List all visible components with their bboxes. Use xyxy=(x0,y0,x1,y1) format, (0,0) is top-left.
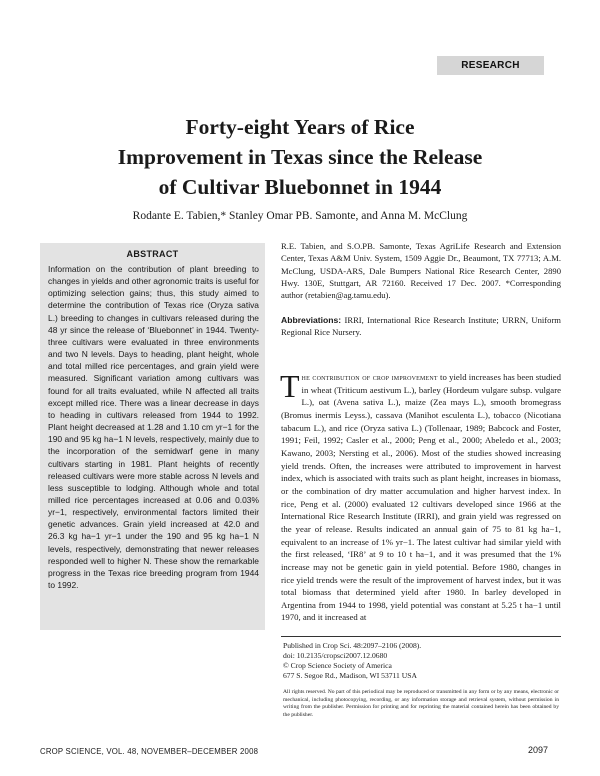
divider xyxy=(281,636,561,637)
abstract-box xyxy=(40,243,265,630)
address-line: 677 S. Segoe Rd., Madison, WI 53711 USA xyxy=(283,670,417,680)
page-number: 2097 xyxy=(528,745,549,755)
copyright-line: © Crop Science Society of America xyxy=(283,660,392,670)
intro-body: to yield increases has been studied in wheat (Triticum aestivum L.), barley (Hordeum vulgare subsp. vulgare L.), oat (Avena sativa L.), maize (Zea mays L.), smooth bromegrass (Bromus inermis Leyss.), cassava (Manihot esculenta L.), tobacco (Nicotiana tabacum L.), and rice (Oryza sativa L.) (Tollenaar, 1989; Babcock and Foster, 1991; Feil, 1992; Casler et al., 2000; Peng et al., 2000; Abeledo et al., 2003; Kawano, 2003; Nersting et al., 2006). Most of the studies showed increasing yield trends. Often, the increases were attributed to improvement in harvest index, which is associated with traits such as plant height, increases in biomass, or the combination of dry matter accumulation and higher harvest index. In rice, Peng et al. (2000) evaluated 12 cultivars developed since 1966 at the International Rice Research Institute (IRRI), and grain yield was regressed on the year of release. Results indicated an annual gain of 75 to 81 kg ha−1, equivalent to an increase of 1% yr−1. The latest cultivar had similar yield with the first released, ‘IR8’ at 9 to 10 t ha−1, and it was presumed that the 1% increase may not be genetic gain in yield potential. Before 1980, changes in rice yield trends were the result of the improvement of harvest index, but it was total biomass that determined yield after 1980. In barley developed in Argentina from 1944 to 1998, yield potential was constant at 5.25 t ha−1 until 1970, and it increased at xyxy=(281,372,562,623)
doi-line: doi: 10.2135/cropsci2007.12.0680 xyxy=(283,650,388,660)
publication-info xyxy=(283,641,553,681)
article-title xyxy=(40,112,560,202)
introduction-text xyxy=(280,368,562,624)
drop-cap: T xyxy=(280,368,300,404)
abbreviations xyxy=(281,314,561,339)
title-line: of Cultivar Bluebonnet in 1944 xyxy=(158,175,442,199)
footer-journal-info: CROP SCIENCE, VOL. 48, NOVEMBER–DECEMBER 2008 xyxy=(40,747,259,756)
abstract-text: Information on the contribution of plant breeding to changes in yields and other agronomic traits is useful for optimizing selection gains; thus, this study aimed to determine the contribution of Texas rice (Oryza sativa L.) breeding to changes in cultivars released during the 48 yr since the release of ‘Bluebonnet’ in 1944. Twenty-three cultivars were evaluated in three environments and two N levels. Days to heading, plant height, whole and total milled rice percentages, and grain yield were measured. Significant variation among cultivars was found for all traits evaluated, while N affected all traits except milled rice. There was a linear decrease in days to heading in cultivars released from 1944 to 1992. Plant height decreased at 1.28 and 1.10 cm yr−1 for the 190 and 95 kg ha−1 N levels, respectively, mainly due to the incorporation of the semidwarf gene in many cultivars starting in 1981. Plant heights of recently released cultivars were more stable across N levels and less susceptible to lodging. Although whole and total milled rice percentages increased at 0.06 and 0.03% yr−1, respectively, environmental factors limited their genetic advances. Grain yield increased at 42.0 and 26.3 kg ha−1 yr−1 under the 190 and 95 kg ha−1 N levels, respectively, demonstrating that newer releases responded well to higher N. These show the remarkable progress in the Texas rice breeding program from 1944 to 1992. xyxy=(48,264,259,591)
rights-notice: All rights reserved. No part of this periodical may be reproduced or transmitted in any form or by any means, electronic or mechanical, including photocopying, recording, or any information storage and retrieval system, without permission in writing from the publisher. Permission for printing and for reprinting the material contained herein has been obtained by the publisher. xyxy=(283,689,559,719)
author-affiliation: R.E. Tabien, and S.O.PB. Samonte, Texas AgriLife Research and Extension Center, Texas A&M Univ. System, 1509 Aggie Dr., Beaumont, TX 77713; A.M. McClung, USDA-ARS, Dale Bumpers National Rice Research Center, 2890 Hwy. 130E, Stuttgart, AR 72160. Received 17 Dec. 2007. *Corresponding author (retabien@ag.tamu.edu). xyxy=(281,241,561,301)
title-line: Improvement in Texas since the Release xyxy=(117,145,483,169)
citation-line: Published in Crop Sci. 48:2097–2106 (2008). xyxy=(283,641,422,650)
intro-lead-in: he contribution of crop improvement xyxy=(301,372,438,382)
section-label: RESEARCH xyxy=(437,56,544,75)
abbreviations-label: Abbreviations: xyxy=(281,315,342,325)
abstract-heading: ABSTRACT xyxy=(126,249,179,259)
title-line: Forty-eight Years of Rice xyxy=(185,115,415,139)
author-list: Rodante E. Tabien,* Stanley Omar PB. Samonte, and Anna M. McClung xyxy=(132,210,468,222)
abbreviations-text: IRRI, International Rice Research Institute; URRN, Uniform Regional Rice Nursery. xyxy=(281,315,561,338)
